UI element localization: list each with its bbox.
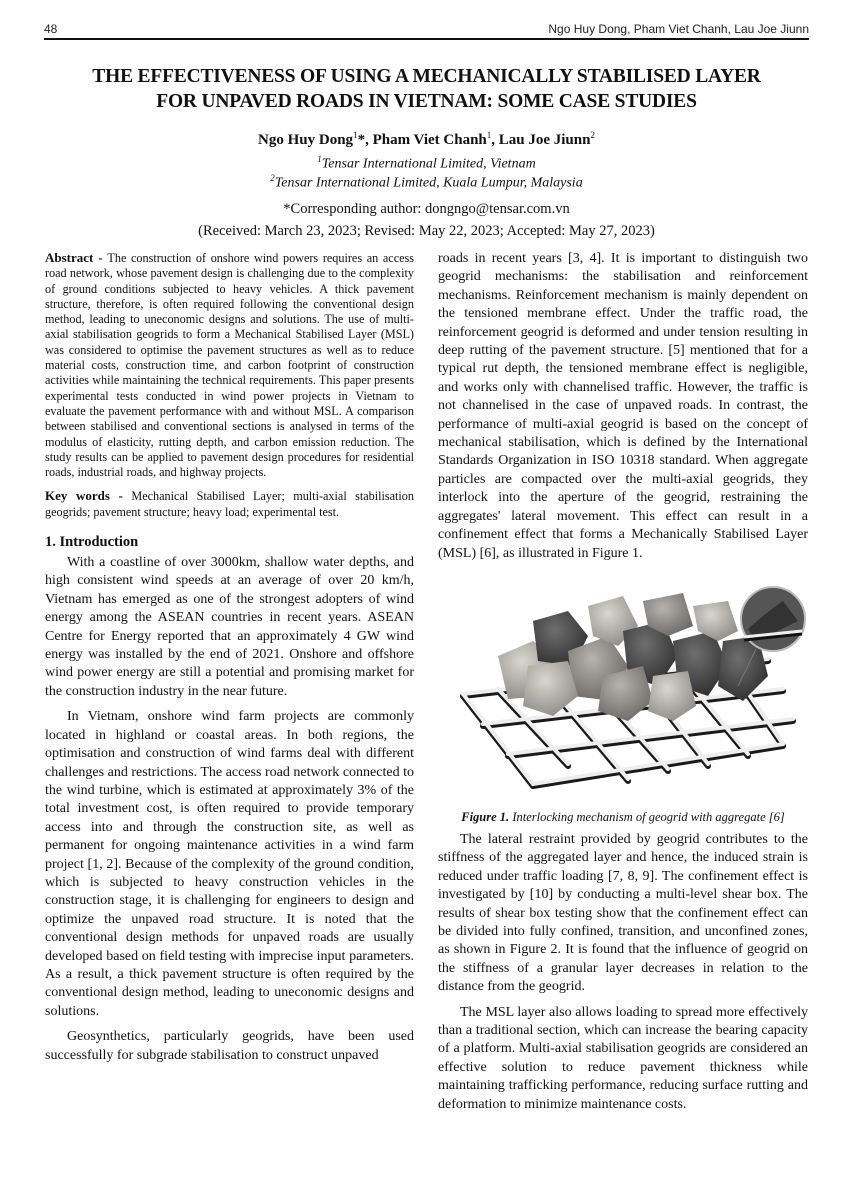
left-column — [45, 250, 414, 1072]
corresponding-author: *Corresponding author: dongngo@tensar.com.vn — [283, 201, 570, 217]
intro-paragraph-1: With a coastline of over 3000km, shallow water depths, and high consistent wind speeds at an average of over 20 km/h, Vietnam has emerged as one of the strongest adopters of wind energy among the ASEAN countries in recent years. ASEAN Centre for Energy reported that an approximately 4 GW wind energy was installed by the end of 2021. Onshore and offshore wind power energy are still a potential and promising market for the construction industry in the near future. — [45, 555, 414, 699]
body-paragraph-lateral-restraint: The lateral restraint provided by geogrid contributes to the stiffness of the aggregated layer and hence, the induced strain is reduced under traffic loading [7, 8, 9]. The confinement effect is investigated by [10] by conducting a multi-level shear box. The results of shear box testing show that the confinement effect can be divided into fully confined, transition, and unconfined zones, as shown in Figure 2. It is found that the influence of geogrid on the stiffness of a granular layer decreases in relation to the distance from the geogrid. — [438, 831, 808, 995]
author-3: Lau Joe Jiunn$^2$ — [498, 130, 595, 148]
title-line-1: THE EFFECTIVENESS OF USING A MECHANICALLY STABILISED LAYER — [92, 66, 761, 87]
running-authors: Ngo Huy Dong, Pham Viet Chanh, Lau Joe Jiunn — [548, 22, 809, 36]
keywords — [45, 488, 414, 520]
affiliation-2: $^2$Tensar International Limited, Kuala Lumpur, Malaysia — [270, 173, 583, 191]
figure-1-image — [438, 581, 808, 806]
author-2: Pham Viet Chanh$^1$, — [372, 130, 499, 148]
abstract-text: The construction of onshore wind powers requires an access road network, whose pavement design is challenging due to the complexity of ground conditions subjected to heavy vehicles. A thick pavement structure, therefore, is often required following the conventional design method, leading to uneconomic designs and solutions. The use of multi-axial stabilisation geogrids to form a Mechanical Stabilised Layer (MSL) was considered to optimise the pavement structures as well as to reduce material costs, construction time, and carbon footprint of construction activities while maintaining the technical requirements. This paper presents experimental tests conducted in wind power projects in Vietnam to evaluate the pavement performance with and without MSL. A comparison between stabilised and conventional sections is analysed in terms of the modulus of elasticity, rutting depth, and carbon emission reduction. The study results can be applied to pavement design procedures for residential roads, industrial roads, and highway projects. — [45, 251, 414, 480]
keywords-text: Mechanical Stabilised Layer; multi-axial stabilisation geogrids; pavement structure; heavy load; experimental test. — [45, 489, 414, 519]
affiliation-1: $^1$Tensar International Limited, Vietnam — [317, 154, 536, 172]
section-heading-introduction: 1. Introduction — [45, 534, 139, 551]
author-1: Ngo Huy Dong$^1$*, — [258, 130, 373, 148]
aggregate-stones — [498, 593, 768, 721]
running-header — [44, 22, 809, 38]
page-number: 48 — [44, 22, 58, 36]
abstract — [45, 250, 414, 480]
title-line-2: FOR UNPAVED ROADS IN VIETNAM: SOME CASE STUDIES — [156, 91, 697, 112]
submission-dates: (Received: March 23, 2023; Revised: May 22, 2023; Accepted: May 27, 2023) — [198, 223, 655, 239]
figure-1-caption: Figure 1. Interlocking mechanism of geogrid with aggregate [6] — [461, 809, 785, 824]
figure-1-label: Figure 1. — [461, 809, 510, 824]
intro-paragraph-2: In Vietnam, onshore wind farm projects are commonly located in highland or coastal areas. In both regions, the optimisation and construction of wind farms deal with different challenges and restrictions. The access road network connected to the wind turbine, which is estimated at approximately 3% of the total investment cost, is often required to provide temporary access into and through the construction site, as well as permanent for ongoing maintenance activities in a wind farm project [1, 2]. Because of the complexity of the ground condition, which is subjected to heavy construction vehicles in the construction stage, it is challenging for engineers to design and optimize the unpaved road structure. It is noted that the conventional design methods for unpaved roads are usually developed based on field testing with imprecise input parameters. As a result, a thick pavement structure is often required by the conventional design method, leading to uneconomic designs and solutions. — [45, 709, 414, 1019]
geogrid-aggregate-illustration — [438, 581, 808, 806]
header-rule — [44, 38, 809, 40]
body-paragraph-msl-layer: The MSL layer also allows loading to spread more effectively than a traditional section, which can increase the bearing capacity of a platform. Multi-axial stabilisation geogrids are considered an effective solution to reduce pavement thickness while maintaining trafficking performance, reducing surface rutting and deformation to minimize maintenance costs. — [438, 1004, 808, 1112]
intro-paragraph-3: Geosynthetics, particularly geogrids, have been used successfully for subgrade stabilisation to construct unpaved — [45, 1029, 414, 1063]
intro-paragraph-3-continued: roads in recent years [3, 4]. It is important to distinguish two geogrid mechanisms: the stabilisation and reinforcement mechanisms. Reinforcement mechanism is mainly dependent on the tensioned membrane effect. Under the traffic road, the reinforcement geogrid is deformed and under tension resulting in deep rutting of the pavement structure. [5] mentioned that for a typical rut depth, the tensioned membrane effect is negligible, and works only with channelised traffic. However, the traffic is not channelised in the case of unpaved roads. In contrast, the performance of multi-axial geogrid is based on the concept of mechanical stabilisation, which is defined by the International Standards Organization in ISO 10318 standard. When aggregate particles are compacted over the multi-axial geogrids, they interlock into the aperture of the geogrid, restraining the aggregates' lateral movement. This effect can result in a confinement effect that forms a Mechanically Stabilised Layer (MSL) [6], as illustrated in Figure 1. — [438, 251, 808, 561]
abstract-label: Abstract - — [45, 250, 108, 265]
author-list — [0, 130, 853, 149]
paper-title — [30, 64, 823, 114]
right-column — [438, 250, 808, 1121]
keywords-label: Key words - — [45, 488, 132, 504]
